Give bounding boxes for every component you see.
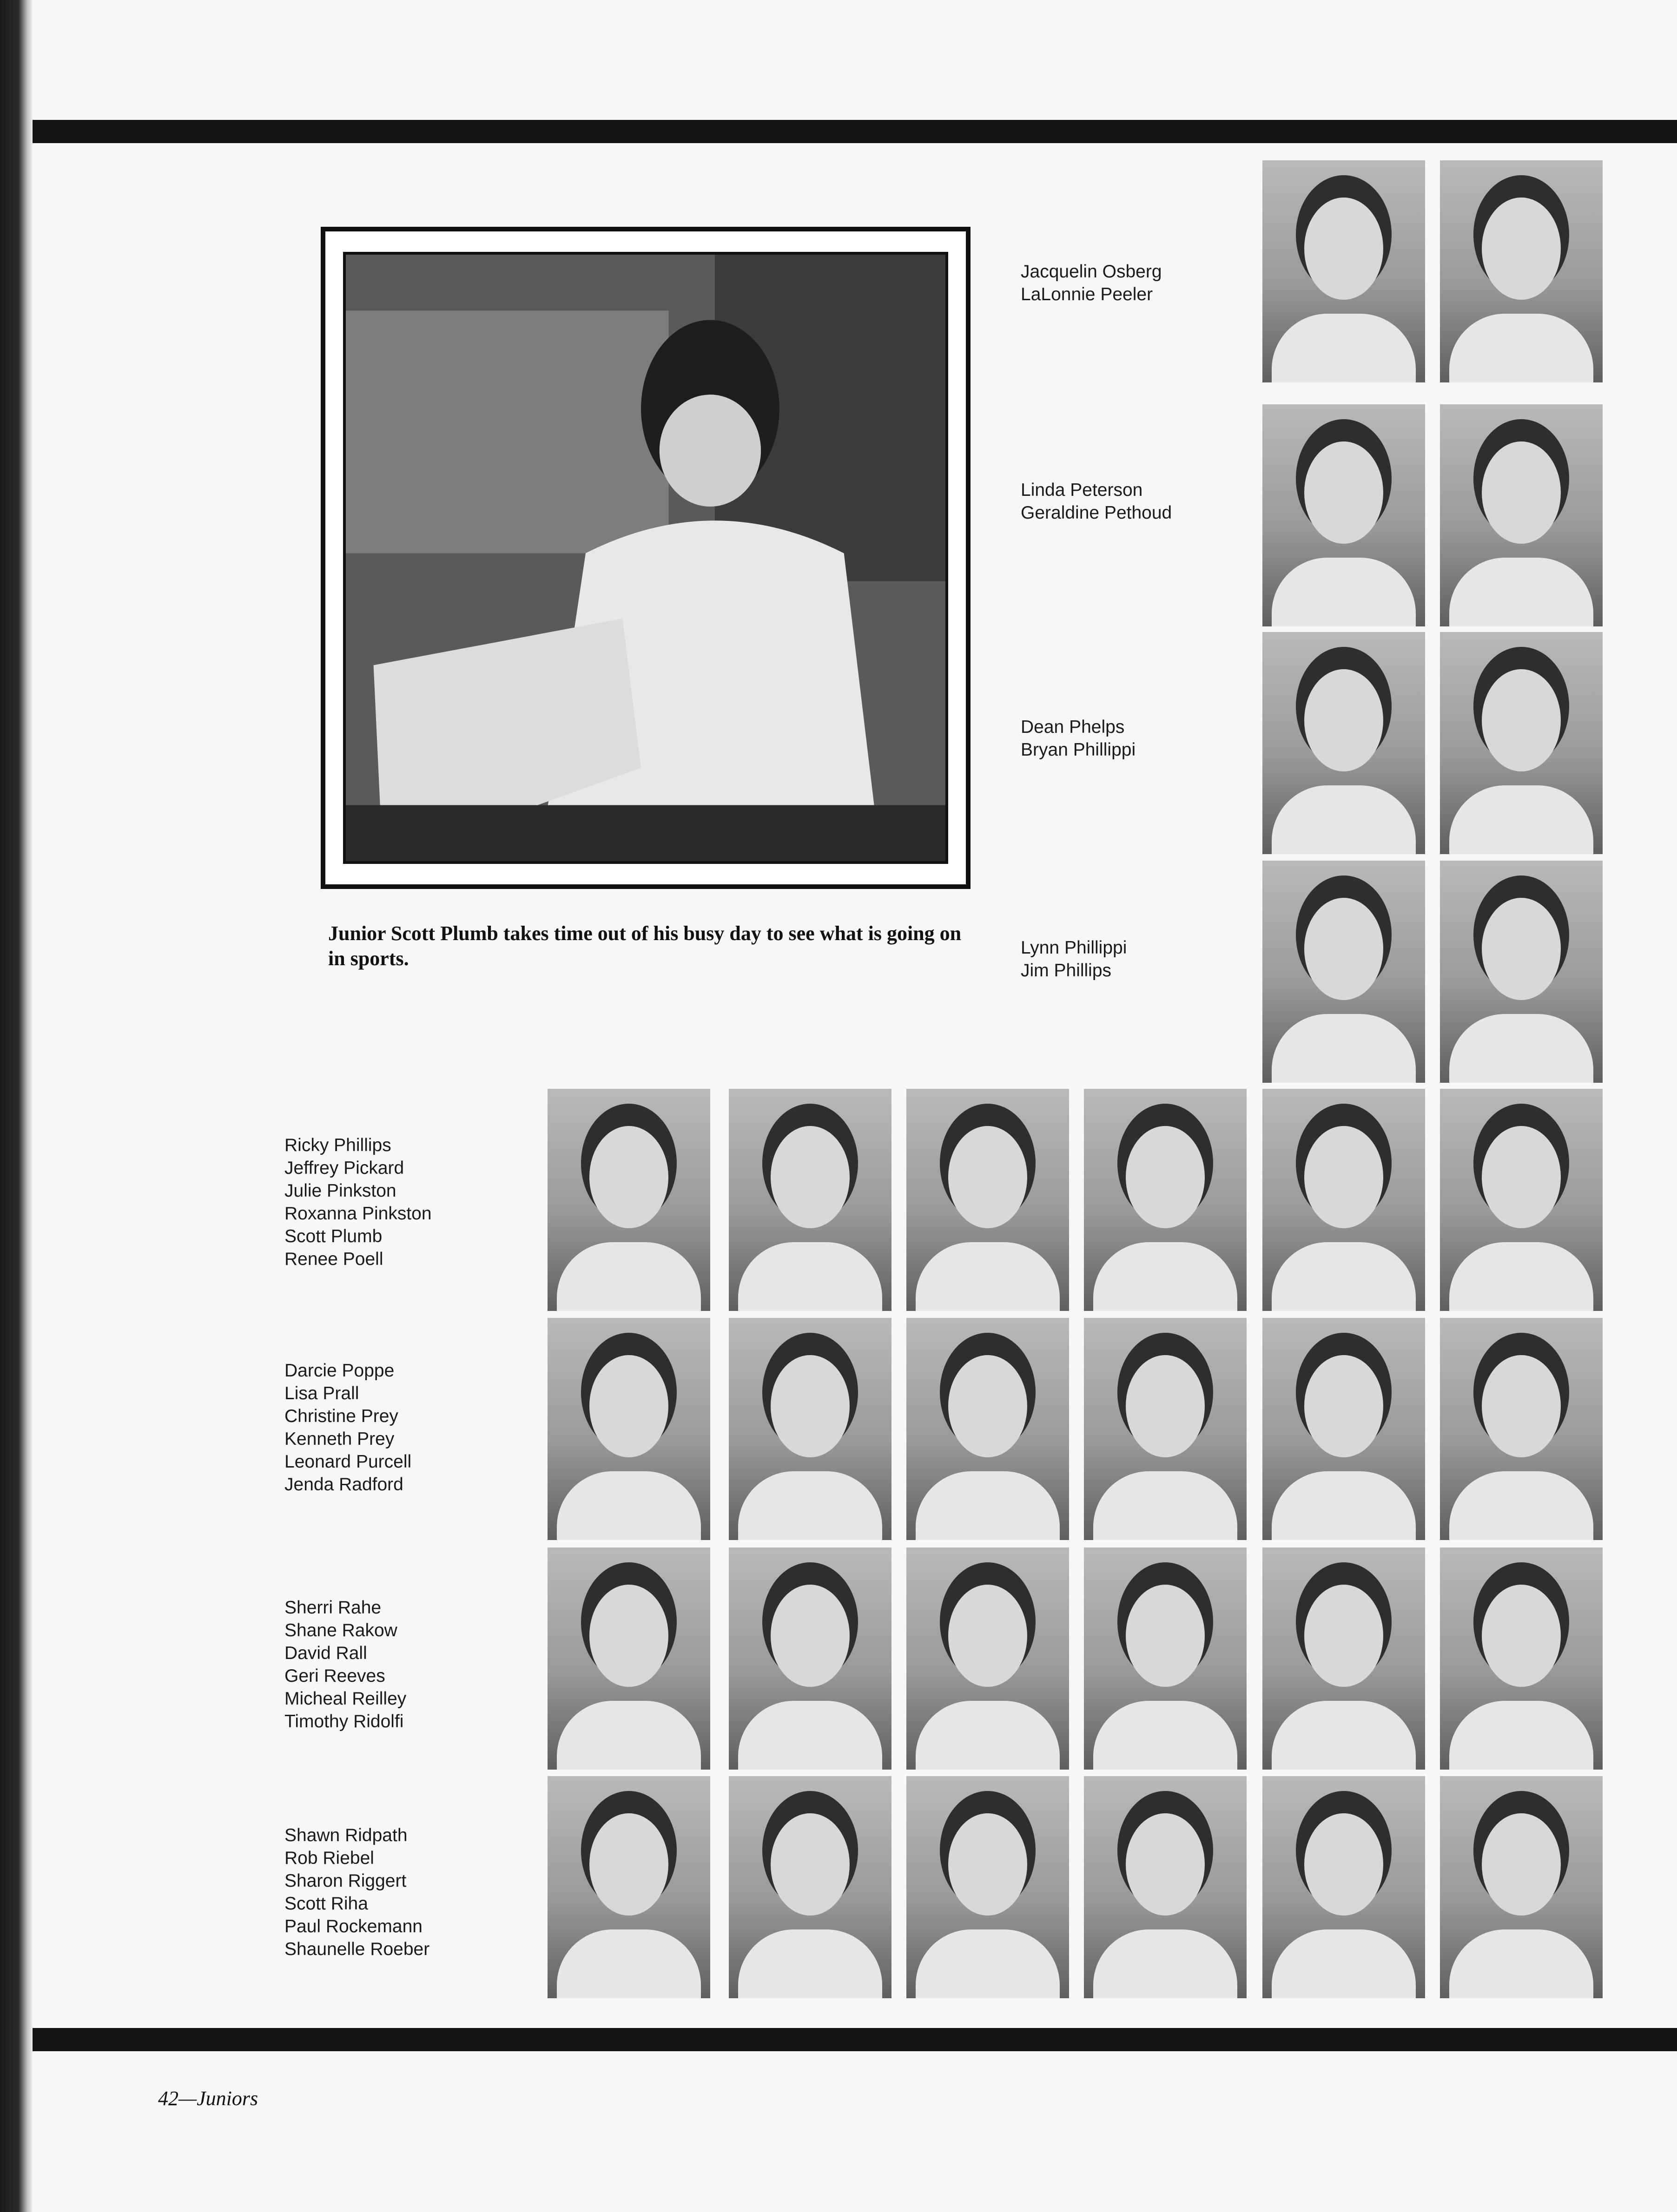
student-name: Scott Riha <box>284 1894 368 1914</box>
name-list-pair <box>1021 260 1162 306</box>
student-name: Jenda Radford <box>284 1475 403 1494</box>
student-name: Lisa Prall <box>284 1383 359 1403</box>
name-list-pair <box>1021 936 1127 982</box>
student-portrait <box>1262 160 1425 382</box>
student-portrait <box>1262 632 1425 854</box>
student-name: Sherri Rahe <box>284 1598 382 1618</box>
student-name: Roxanna Pinkston <box>284 1204 432 1224</box>
student-portrait <box>1440 404 1603 626</box>
name-list-row <box>284 1359 411 1496</box>
photo-illustration <box>346 255 945 861</box>
student-name: Ricky Phillips <box>284 1135 391 1155</box>
student-portrait <box>729 1547 891 1770</box>
student-portrait <box>1262 861 1425 1083</box>
student-portrait <box>906 1547 1069 1770</box>
student-name: Jim Phillips <box>1021 961 1112 981</box>
student-portrait <box>729 1318 891 1540</box>
photo-caption: Junior Scott Plumb takes time out of his busy day to see what is going on in sports. <box>328 922 962 970</box>
name-list-pair <box>1021 716 1136 761</box>
student-name: Leonard Purcell <box>284 1452 412 1472</box>
student-portrait <box>906 1776 1069 1998</box>
student-portrait <box>729 1776 891 1998</box>
student-portrait <box>548 1089 710 1311</box>
top-rule <box>33 120 1677 143</box>
student-portrait <box>1440 632 1603 854</box>
student-portrait <box>1440 1776 1603 1998</box>
student-name: Dean Phelps <box>1021 717 1125 737</box>
student-portrait <box>1084 1776 1247 1998</box>
student-portrait <box>1440 160 1603 382</box>
student-name: Christine Prey <box>284 1406 398 1426</box>
student-name: Rob Riebel <box>284 1848 374 1868</box>
candid-photo-image <box>343 252 948 864</box>
student-portrait <box>729 1089 891 1311</box>
student-name: Timothy Ridolfi <box>284 1712 404 1731</box>
candid-photo <box>321 227 971 889</box>
student-name: LaLonnie Peeler <box>1021 284 1153 304</box>
student-portrait <box>1262 1089 1425 1311</box>
student-name: Bryan Phillippi <box>1021 740 1136 760</box>
student-portrait <box>1262 1318 1425 1540</box>
student-name: Jeffrey Pickard <box>284 1158 404 1178</box>
student-name: David Rall <box>284 1643 367 1663</box>
student-name: Julie Pinkston <box>284 1181 396 1201</box>
student-name: Scott Plumb <box>284 1226 383 1246</box>
student-portrait <box>1440 1547 1603 1770</box>
student-portrait <box>1084 1547 1247 1770</box>
student-name: Kenneth Prey <box>284 1429 395 1449</box>
name-list-row <box>284 1824 429 1961</box>
binding-edge <box>0 0 33 2212</box>
student-portrait <box>1440 1318 1603 1540</box>
student-portrait <box>906 1089 1069 1311</box>
student-portrait <box>1440 1089 1603 1311</box>
bottom-rule <box>33 2028 1677 2051</box>
student-name: Shawn Ridpath <box>284 1825 408 1845</box>
student-portrait <box>548 1776 710 1998</box>
student-name: Micheal Reilley <box>284 1689 407 1709</box>
student-name: Sharon Riggert <box>284 1871 407 1891</box>
name-list-row <box>284 1596 406 1733</box>
page-folio: 42—Juniors <box>158 2087 258 2110</box>
student-name: Linda Peterson <box>1021 480 1143 500</box>
student-name: Darcie Poppe <box>284 1361 395 1381</box>
student-name: Lynn Phillippi <box>1021 938 1127 958</box>
name-list-row <box>284 1134 432 1271</box>
student-name: Jacquelin Osberg <box>1021 262 1162 282</box>
student-portrait <box>548 1318 710 1540</box>
student-name: Geri Reeves <box>284 1666 385 1686</box>
student-portrait <box>1440 861 1603 1083</box>
student-name: Paul Rockemann <box>284 1916 423 1936</box>
student-portrait <box>906 1318 1069 1540</box>
student-portrait <box>1262 1547 1425 1770</box>
student-name: Shaunelle Roeber <box>284 1939 430 1959</box>
student-portrait <box>1262 1776 1425 1998</box>
student-name: Renee Poell <box>284 1249 383 1269</box>
student-portrait <box>1084 1089 1247 1311</box>
student-name: Geraldine Pethoud <box>1021 503 1172 523</box>
student-portrait <box>548 1547 710 1770</box>
student-portrait <box>1262 404 1425 626</box>
student-portrait <box>1084 1318 1247 1540</box>
name-list-pair <box>1021 479 1172 524</box>
student-name: Shane Rakow <box>284 1620 397 1640</box>
